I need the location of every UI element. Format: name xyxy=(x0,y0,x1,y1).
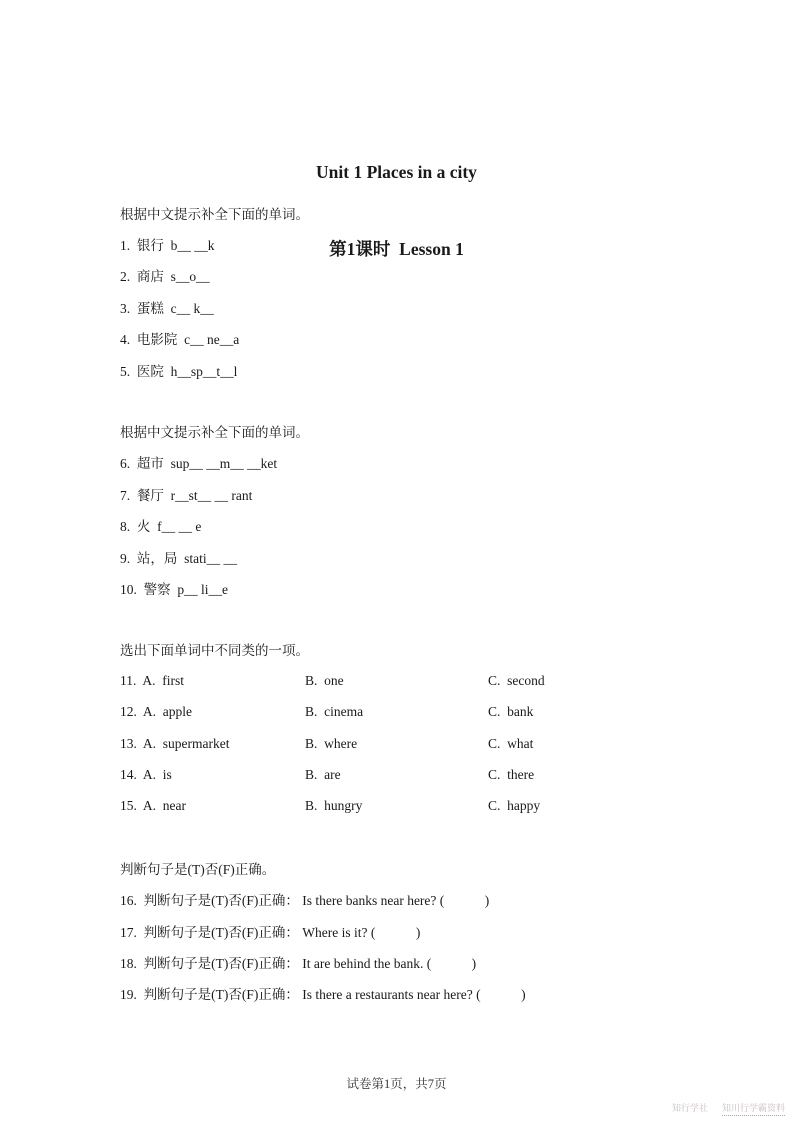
exercise-item: 19. 判断句子是(T)否(F)正确： Is there a restaurants near here? ( ) xyxy=(120,987,526,1003)
exercise-item xyxy=(120,759,703,790)
exercise-item: 6. 超市 sup__ __m__ __ket xyxy=(120,456,278,472)
exercise-item xyxy=(120,791,703,822)
watermark xyxy=(672,1101,785,1116)
choice-c: C. what xyxy=(488,735,534,751)
watermark-left: 知行学社 xyxy=(671,1103,708,1113)
section-instruction: 判断句子是(T)否(F)正确。 xyxy=(120,861,276,877)
section-fill-words-2 xyxy=(120,415,703,603)
exercise-item: 2. 商店 s__o__ xyxy=(120,269,210,285)
choice-b: B. are xyxy=(305,766,341,782)
choice-c: C. there xyxy=(488,766,535,782)
choice-b: B. cinema xyxy=(305,704,364,720)
choice-b: B. hungry xyxy=(305,798,363,814)
section-instruction: 根据中文提示补全下面的单词。 xyxy=(120,425,309,441)
page-footer: 试卷第1页，共7页 xyxy=(346,1077,447,1091)
choice-b: B. where xyxy=(305,735,358,751)
exercise-item: 17. 判断句子是(T)否(F)正确： Where is it? ( ) xyxy=(120,924,421,940)
section-instruction: 选出下面单词中不同类的一项。 xyxy=(120,643,309,659)
choice-a: 11. A. first xyxy=(120,672,184,688)
exercise-item: 8. 火 f__ __ e xyxy=(120,519,202,535)
exercise-item: 7. 餐厅 r__st__ __ rant xyxy=(120,487,253,503)
watermark-right: 知川行学霸资料 xyxy=(722,1101,785,1116)
exercise-item: 4. 电影院 c__ ne__a xyxy=(120,332,240,348)
section-instruction: 根据中文提示补全下面的单词。 xyxy=(120,206,309,222)
exercise-item xyxy=(120,728,703,759)
choice-b: B. one xyxy=(305,672,344,688)
exercise-item xyxy=(120,665,703,696)
unit-title: Unit 1 Places in a city xyxy=(316,162,477,182)
exercise-item: 1. 银行 b__ __k xyxy=(120,238,215,254)
choice-a: 14. A. is xyxy=(120,766,172,782)
choice-c: C. second xyxy=(488,672,545,688)
worksheet-content xyxy=(120,197,703,1009)
exercise-item: 16. 判断句子是(T)否(F)正确： Is there banks near here? ( ) xyxy=(120,893,490,909)
section-fill-words-1 xyxy=(120,197,703,385)
choice-c: C. bank xyxy=(488,704,534,720)
exercise-item xyxy=(120,696,703,727)
choice-c: C. happy xyxy=(488,798,541,814)
exercise-item: 18. 判断句子是(T)否(F)正确： It are behind the bank. ( ) xyxy=(120,955,477,971)
lesson-subtitle: 第1课时 Lesson 1 xyxy=(329,239,464,259)
section-true-false xyxy=(120,852,703,1009)
exercise-item: 10. 警察 p__ li__e xyxy=(120,581,228,597)
exercise-item: 3. 蛋糕 c__ k__ xyxy=(120,300,214,316)
choice-a: 12. A. apple xyxy=(120,704,192,720)
exercise-item: 9. 站，局 stati__ __ xyxy=(120,550,237,566)
choice-a: 15. A. near xyxy=(120,798,186,814)
choice-a: 13. A. supermarket xyxy=(120,735,230,751)
exercise-item: 5. 医院 h__sp__t__l xyxy=(120,363,238,379)
section-odd-one-out xyxy=(120,634,703,822)
